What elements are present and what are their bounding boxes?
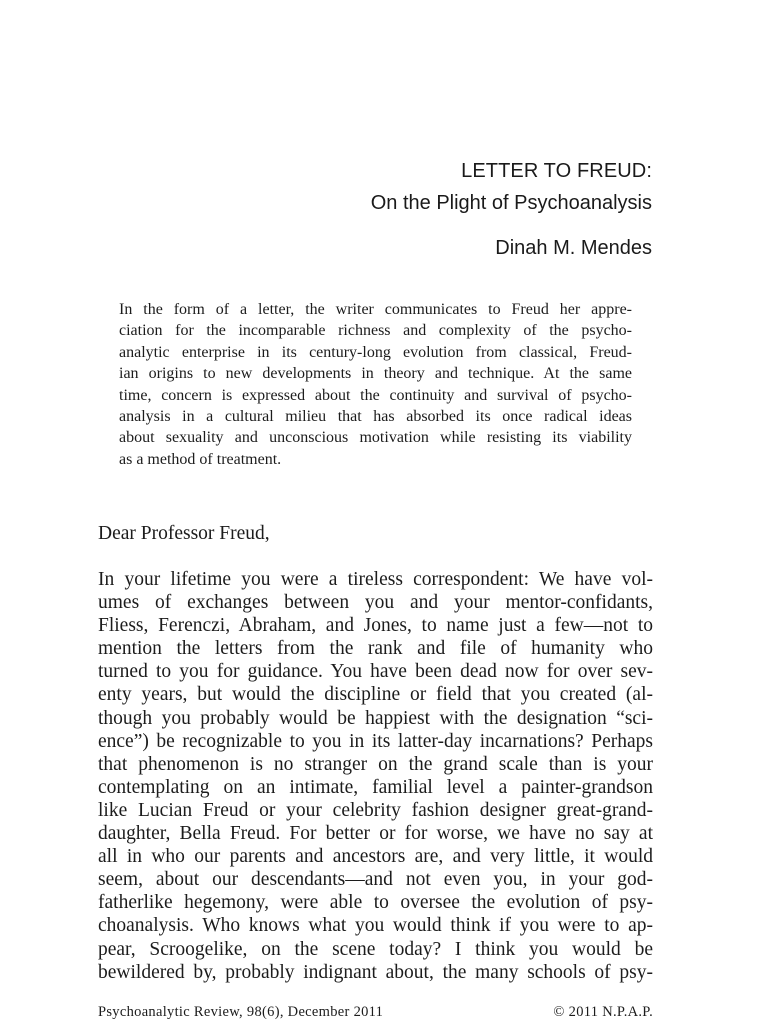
letter-body: [98, 568, 653, 984]
journal-citation: Psychoanalytic Review, 98(6), December 2011: [98, 1004, 384, 1020]
body-line: bewildered by, probably indignant about, the many schools of psy-: [98, 961, 653, 983]
article-header: [371, 158, 652, 262]
body-line: enty years, but would the discipline or field that you created (al-: [98, 684, 653, 706]
body-line: all in who our parents and ancestors are, and very little, it would: [98, 846, 653, 868]
abstract-line: ian origins to new developments in theory and technique. At the same: [119, 365, 632, 383]
body-line: fatherlike hegemony, were able to oversee the evolution of psy-: [98, 892, 653, 914]
abstract-line: analysis in a cultural milieu that has absorbed its once radical ideas: [119, 408, 632, 426]
abstract-line: ciation for the incomparable richness and complexity of the psycho-: [119, 322, 632, 340]
body-line: that phenomenon is no stranger on the grand scale than is your: [98, 753, 653, 775]
body-line: seem, about our descendants—and not even you, in your god-: [98, 869, 653, 891]
abstract-line: as a method of treatment.: [119, 450, 282, 468]
body-line: though you probably would be happiest with the designation “sci-: [98, 707, 653, 729]
body-line: choanalysis. Who knows what you would think if you were to ap-: [98, 915, 653, 937]
abstract-line: about sexuality and unconscious motivation while resisting its viability: [119, 429, 632, 447]
body-line: ence”) be recognizable to you in its latter-day incarnations? Perhaps: [98, 730, 653, 752]
article-title: LETTER TO FREUD:: [461, 160, 652, 182]
abstract-line: time, concern is expressed about the continuity and survival of psycho-: [119, 386, 632, 404]
article-subtitle: On the Plight of Psychoanalysis: [370, 192, 652, 214]
body-line: umes of exchanges between you and your mentor-confidants,: [98, 592, 653, 614]
body-line: mention the letters from the rank and file of humanity who: [98, 638, 653, 660]
body-line: like Lucian Freud or your celebrity fashion designer great-grand-: [98, 799, 653, 821]
copyright-notice: © 2011 N.P.A.P.: [553, 1004, 653, 1020]
body-line: daughter, Bella Freud. For better or for worse, we have no say at: [98, 823, 653, 845]
abstract: [119, 299, 632, 470]
abstract-line: analytic enterprise in its century-long evolution from classical, Freud-: [119, 343, 632, 361]
body-line: pear, Scroogelike, on the scene today? I think you would be: [98, 938, 653, 960]
letter-salutation: Dear Professor Freud,: [98, 523, 270, 544]
body-line: contemplating on an intimate, familial level a painter-grandson: [98, 776, 653, 798]
abstract-line: In the form of a letter, the writer communicates to Freud her appre-: [119, 301, 632, 318]
body-line: Fliess, Ferenczi, Abraham, and Jones, to name just a few—not to: [98, 615, 653, 637]
body-line: turned to you for guidance. You have been dead now for over sev-: [98, 661, 653, 683]
article-author: Dinah M. Mendes: [495, 237, 652, 259]
body-line: In your lifetime you were a tireless correspondent: We have vol-: [98, 569, 653, 590]
